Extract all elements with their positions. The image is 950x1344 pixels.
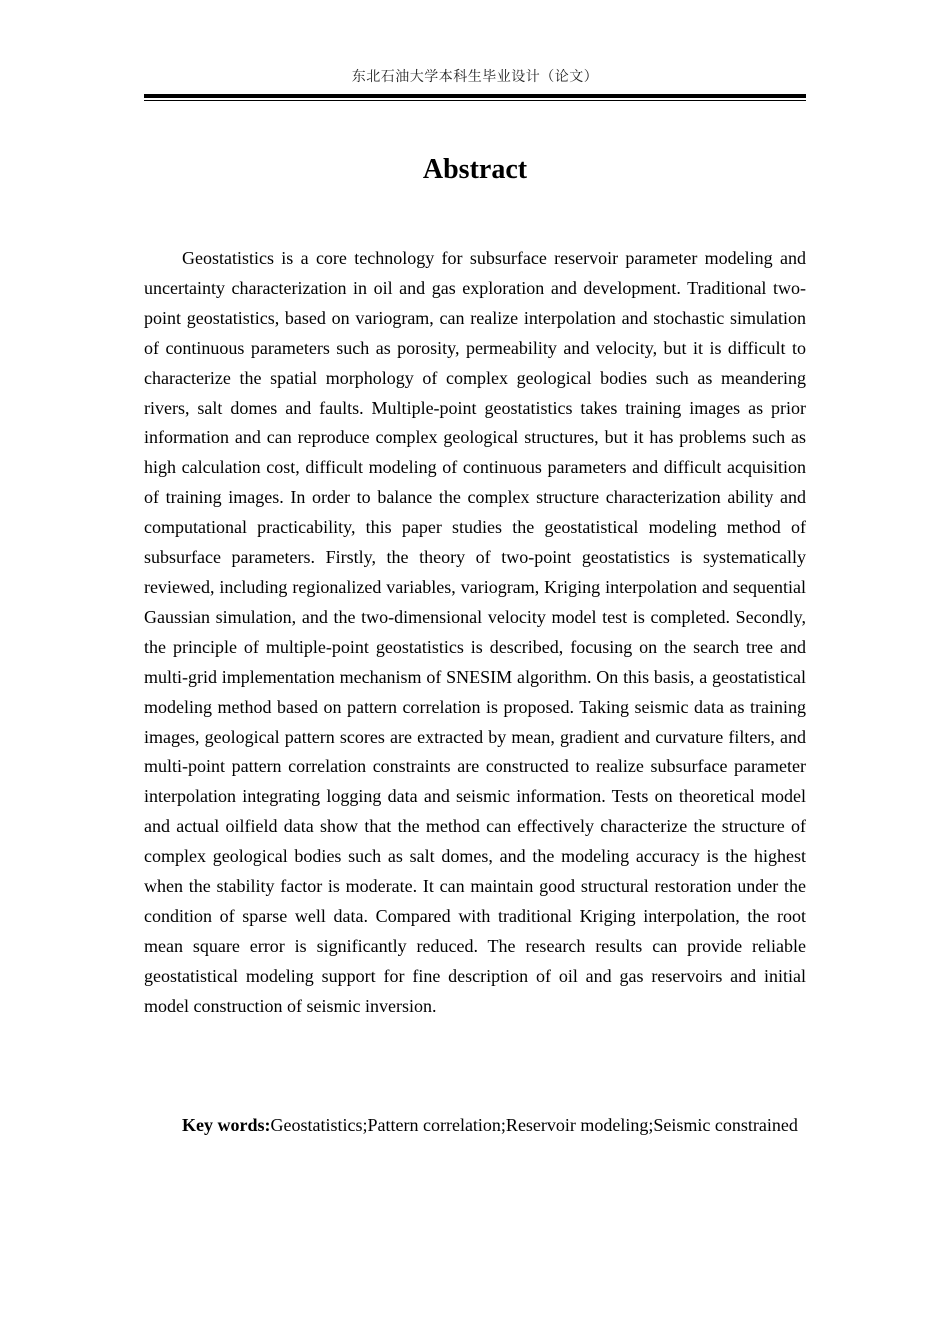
keywords-text: Geostatistics;Pattern correlation;Reservoir modeling;Seismic constrained <box>270 1115 798 1135</box>
running-header: 东北石油大学本科生毕业设计（论文） <box>351 69 599 85</box>
abstract-paragraph: Geostatistics is a core technology for subsurface reservoir parameter modeling and uncertainty characterization in oil and gas exploration and development. Traditional two-point geostatistics, based on variogram, can realize interpolation and stochastic simulation of continuous parameters such as porosity, permeability and velocity, but it is difficult to characterize the spatial morphology of complex geological bodies such as meandering rivers, salt domes and faults. Multiple-point geostatistics takes training images as prior information and can reproduce complex geological structures, but it has problems such as high calculation cost, difficult modeling of continuous parameters and difficult acquisition of training images. In order to balance the complex structure characterization ability and computational practicability, this paper studies the geostatistical modeling method of subsurface parameters. Firstly, the theory of two-point geostatistics is systematically reviewed, including regionalized variables, variogram, Kriging interpolation and sequential Gaussian simulation, and the two-dimensional velocity model test is completed. Secondly, the principle of multiple-point geostatistics is described, focusing on the search tree and multi-grid implementation mechanism of SNESIM algorithm. On this basis, a geostatistical modeling method based on pattern correlation is proposed. Taking seismic data as training images, geological pattern scores are extracted by mean, gradient and curvature filters, and multi-point pattern correlation constraints are constructed to realize subsurface parameter interpolation integrating logging data and seismic information. Tests on theoretical model and actual oilfield data show that the method can effectively characterize the structure of complex geological bodies such as salt domes, and the modeling accuracy is the highest when the stability factor is moderate. It can maintain good structural restoration under the condition of sparse well data. Compared with traditional Kriging interpolation, the root mean square error is significantly reduced. The research results can provide reliable geostatistical modeling support for fine description of oil and gas reservoirs and initial model construction of seismic inversion. <box>144 248 806 1016</box>
header-rule-thick <box>144 94 806 98</box>
header-rule-thin <box>144 100 806 101</box>
keywords-line <box>144 1110 806 1140</box>
keywords-label: Key words: <box>182 1115 271 1135</box>
page-title: Abstract <box>422 154 528 185</box>
